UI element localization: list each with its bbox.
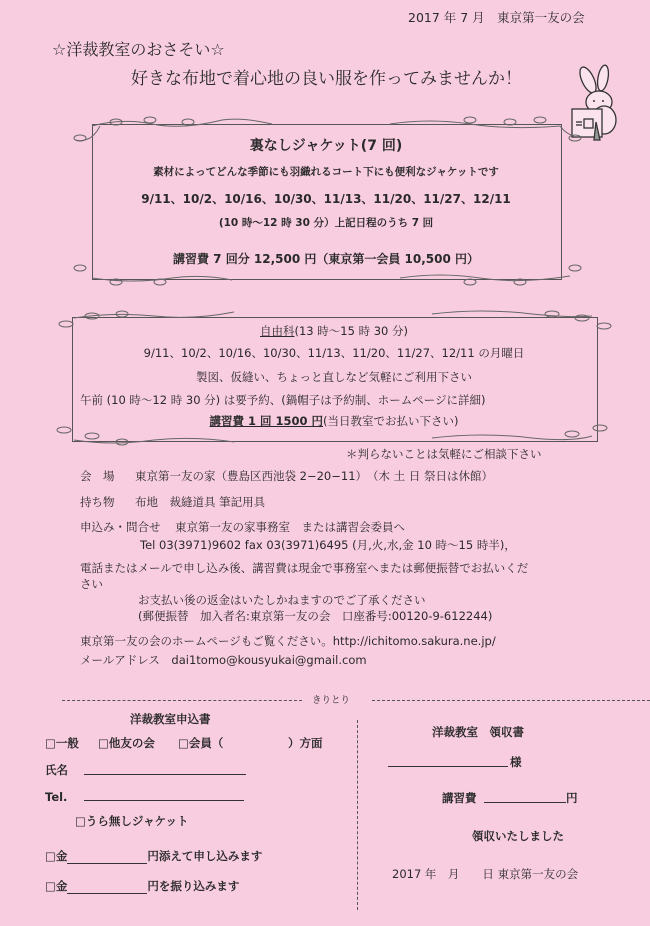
receipt-date-organization: 2017 年 月 日 東京第一友の会 (392, 867, 579, 881)
free-course-hours: (13 時～15 時 30 分) (294, 324, 408, 338)
name-field[interactable] (84, 774, 246, 775)
member-area-suffix: ）方面 (288, 736, 323, 750)
application-form-title: 洋裁教室申込書 (130, 712, 211, 726)
free-course-dates: 9/11、10/2、10/16、10/30、11/13、11/20、11/27、12/11 の月曜日 (143, 346, 525, 360)
cut-line-vertical (357, 720, 358, 910)
receipt-yen-label: 円 (566, 791, 578, 805)
receipt-name-field[interactable] (388, 766, 508, 767)
jacket-course-fee: 講習費 7 回分 12,500 円（東京第一会員 10,500 円） (172, 252, 480, 266)
payment-attached-row (45, 848, 262, 864)
option-member-checkbox[interactable]: □会員（ (178, 736, 224, 750)
items-label: 持ち物 (80, 495, 115, 509)
free-course-morning-note: 午前 (10 時～12 時 30 分) は要予約、(鍋帽子は予約制、ホームページに詳細) (80, 393, 486, 407)
postal-transfer-info: (郵便振替 加入者名:東京第一友の会 口座番号:00120-9-612244) (138, 609, 493, 623)
jacket-course-title: 裏なしジャケット(7 回) (249, 138, 403, 154)
free-course-fee (72, 413, 596, 429)
free-course-fee-note: (当日教室でお払い下さい) (323, 414, 459, 428)
payment-attached-checkbox[interactable]: □金 (45, 849, 68, 863)
contact-phone: Tel 03(3971)9602 fax 03(3971)6495 (月,火,水,金 10 時～15 時半)， (140, 538, 516, 552)
free-course-description: 製図、仮縫い、ちょっと直しなど気軽にご利用下さい (196, 370, 472, 384)
payment-instructions-line1: 電話またはメールで申し込み後、講習費は現金で事務室へまたは郵便振替でお払いくだ (80, 561, 529, 575)
option-other-club-checkbox[interactable]: □他友の会 (98, 736, 155, 750)
receipt-fee-label: 講習費 (442, 791, 477, 805)
items-value: 布地 裁縫道具 筆記用具 (135, 495, 266, 509)
receipt-sama-label: 様 (510, 755, 522, 769)
venue-label: 会 場 (80, 469, 115, 483)
cut-line-left (62, 700, 302, 701)
email-info[interactable]: メールアドレス dai1tomo@kousyukai@gmail.com (80, 653, 367, 667)
free-course-name: 自由科 (260, 324, 295, 338)
option-general-checkbox[interactable]: □一般 (45, 736, 79, 750)
payment-instructions-line2: さい (80, 577, 103, 591)
jacket-course-time: (10 時～12 時 30 分）上記日程のうち 7 回 (218, 217, 434, 229)
contact-value: 東京第一友の家事務室 または講習会委員へ (175, 520, 405, 534)
course-jacket-checkbox[interactable]: □うら無しジャケット (75, 814, 189, 828)
name-label: 氏名 (45, 763, 68, 777)
payment-attached-amount-field[interactable] (67, 851, 147, 864)
jacket-course-dates: 9/11、10/2、10/16、10/30、11/13、11/20、11/27、12/11 (141, 192, 511, 206)
contact-label: 申込み・問合せ (80, 520, 161, 534)
page-title: ☆洋裁教室のおさそい☆ (52, 40, 225, 59)
receipt-fee-field[interactable] (484, 802, 566, 803)
consult-note: ＊判らないことは気軽にご相談下さい (346, 447, 542, 461)
page-subtitle: 好きな布地で着心地の良い服を作ってみませんか！ (131, 69, 522, 89)
payment-transfer-suffix: 円を振り込みます (147, 879, 240, 893)
payment-attached-suffix: 円添えて申し込みます (147, 849, 263, 863)
jacket-course-description: 素材によってどんな季節にも羽織れるコート下にも便利なジャケットです (153, 166, 499, 178)
venue-value: 東京第一友の家（豊島区西池袋 2−20−11） （木 土 日 祭日は休館） (135, 469, 493, 483)
free-course-fee-amount: 講習費 1 回 1500 円 (209, 414, 324, 428)
receipt-title: 洋裁教室 領収書 (432, 725, 524, 739)
payment-transfer-checkbox[interactable]: □金 (45, 879, 68, 893)
payment-transfer-amount-field[interactable] (67, 881, 147, 894)
free-course-title (72, 323, 596, 339)
receipt-received-text: 領収いたしました (472, 829, 564, 843)
cut-here-label: きりとり (312, 695, 351, 706)
tel-label: Tel. (45, 790, 68, 804)
homepage-info[interactable]: 東京第一友の会のホームページもご覧ください。http://ichitomo.sakura.ne.jp/ (80, 634, 496, 648)
payment-transfer-row (45, 878, 239, 894)
header-date-organization: 2017 年 7 月 東京第一友の会 (408, 10, 585, 25)
cut-line-right (372, 700, 650, 701)
refund-note: お支払い後の返金はいたしかねますのでご了承ください (138, 593, 426, 607)
tel-field[interactable] (84, 800, 244, 801)
